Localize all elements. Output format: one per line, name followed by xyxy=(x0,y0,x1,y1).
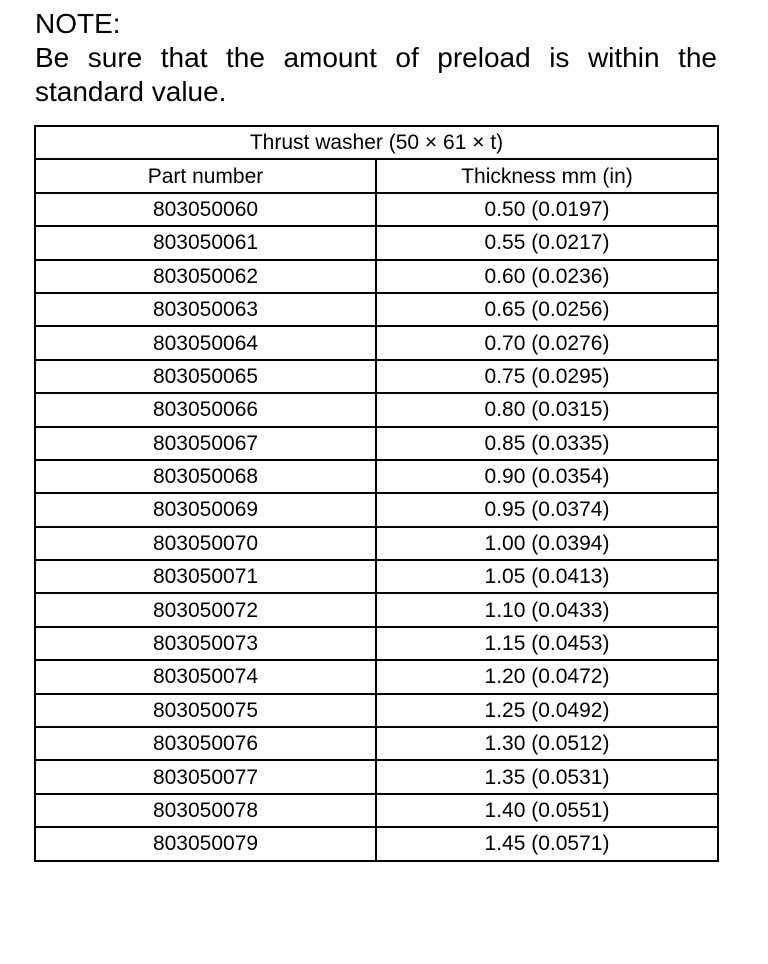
table-row xyxy=(35,727,718,760)
thickness-cell: 1.05 (0.0413) xyxy=(376,560,718,593)
part-number-cell: 803050078 xyxy=(35,794,376,827)
thickness-cell: 0.80 (0.0315) xyxy=(376,393,718,426)
part-number-cell: 803050061 xyxy=(35,226,376,259)
table-row xyxy=(35,827,718,860)
table-row xyxy=(35,460,718,493)
table-row xyxy=(35,226,718,259)
part-number-cell: 803050073 xyxy=(35,627,376,660)
table-row xyxy=(35,593,718,626)
part-number-cell: 803050072 xyxy=(35,593,376,626)
part-number-cell: 803050065 xyxy=(35,360,376,393)
thickness-cell: 0.90 (0.0354) xyxy=(376,460,718,493)
part-number-cell: 803050079 xyxy=(35,827,376,860)
table-row xyxy=(35,694,718,727)
part-number-cell: 803050068 xyxy=(35,460,376,493)
column-header-part-number: Part number xyxy=(35,159,376,192)
thickness-cell: 1.45 (0.0571) xyxy=(376,827,718,860)
thickness-cell: 1.15 (0.0453) xyxy=(376,627,718,660)
table-row xyxy=(35,193,718,226)
table-row xyxy=(35,493,718,526)
table-row xyxy=(35,326,718,359)
thickness-cell: 0.70 (0.0276) xyxy=(376,326,718,359)
table-row xyxy=(35,427,718,460)
table-row xyxy=(35,527,718,560)
part-number-cell: 803050071 xyxy=(35,560,376,593)
table-row xyxy=(35,627,718,660)
table-header-row xyxy=(35,159,718,192)
thickness-cell: 0.95 (0.0374) xyxy=(376,493,718,526)
part-number-cell: 803050074 xyxy=(35,660,376,693)
table-caption-row xyxy=(35,126,718,159)
table-row xyxy=(35,794,718,827)
thickness-cell: 0.75 (0.0295) xyxy=(376,360,718,393)
thickness-cell: 0.85 (0.0335) xyxy=(376,427,718,460)
part-number-cell: 803050070 xyxy=(35,527,376,560)
note xyxy=(35,7,717,109)
table-row xyxy=(35,760,718,793)
thrust-washer-table xyxy=(34,125,719,862)
part-number-cell: 803050062 xyxy=(35,260,376,293)
thickness-cell: 0.55 (0.0217) xyxy=(376,226,718,259)
table-row xyxy=(35,393,718,426)
note-heading: NOTE: xyxy=(35,8,121,39)
thickness-cell: 1.40 (0.0551) xyxy=(376,794,718,827)
thickness-cell: 0.60 (0.0236) xyxy=(376,260,718,293)
thickness-cell: 1.20 (0.0472) xyxy=(376,660,718,693)
part-number-cell: 803050063 xyxy=(35,293,376,326)
thickness-cell: 0.50 (0.0197) xyxy=(376,193,718,226)
note-text: Be sure that the amount of preload is within the standard value. xyxy=(35,42,717,107)
thickness-cell: 1.00 (0.0394) xyxy=(376,527,718,560)
part-number-cell: 803050076 xyxy=(35,727,376,760)
table-caption: Thrust washer (50 × 61 × t) xyxy=(35,126,718,159)
part-number-cell: 803050069 xyxy=(35,493,376,526)
table-row xyxy=(35,260,718,293)
part-number-cell: 803050075 xyxy=(35,694,376,727)
thickness-cell: 1.10 (0.0433) xyxy=(376,593,718,626)
thickness-cell: 0.65 (0.0256) xyxy=(376,293,718,326)
thickness-cell: 1.30 (0.0512) xyxy=(376,727,718,760)
thickness-cell: 1.35 (0.0531) xyxy=(376,760,718,793)
table-row xyxy=(35,560,718,593)
table-row xyxy=(35,293,718,326)
part-number-cell: 803050066 xyxy=(35,393,376,426)
table-row xyxy=(35,360,718,393)
part-number-cell: 803050077 xyxy=(35,760,376,793)
column-header-thickness: Thickness mm (in) xyxy=(376,159,718,192)
part-number-cell: 803050064 xyxy=(35,326,376,359)
table-row xyxy=(35,660,718,693)
part-number-cell: 803050060 xyxy=(35,193,376,226)
thickness-cell: 1.25 (0.0492) xyxy=(376,694,718,727)
part-number-cell: 803050067 xyxy=(35,427,376,460)
